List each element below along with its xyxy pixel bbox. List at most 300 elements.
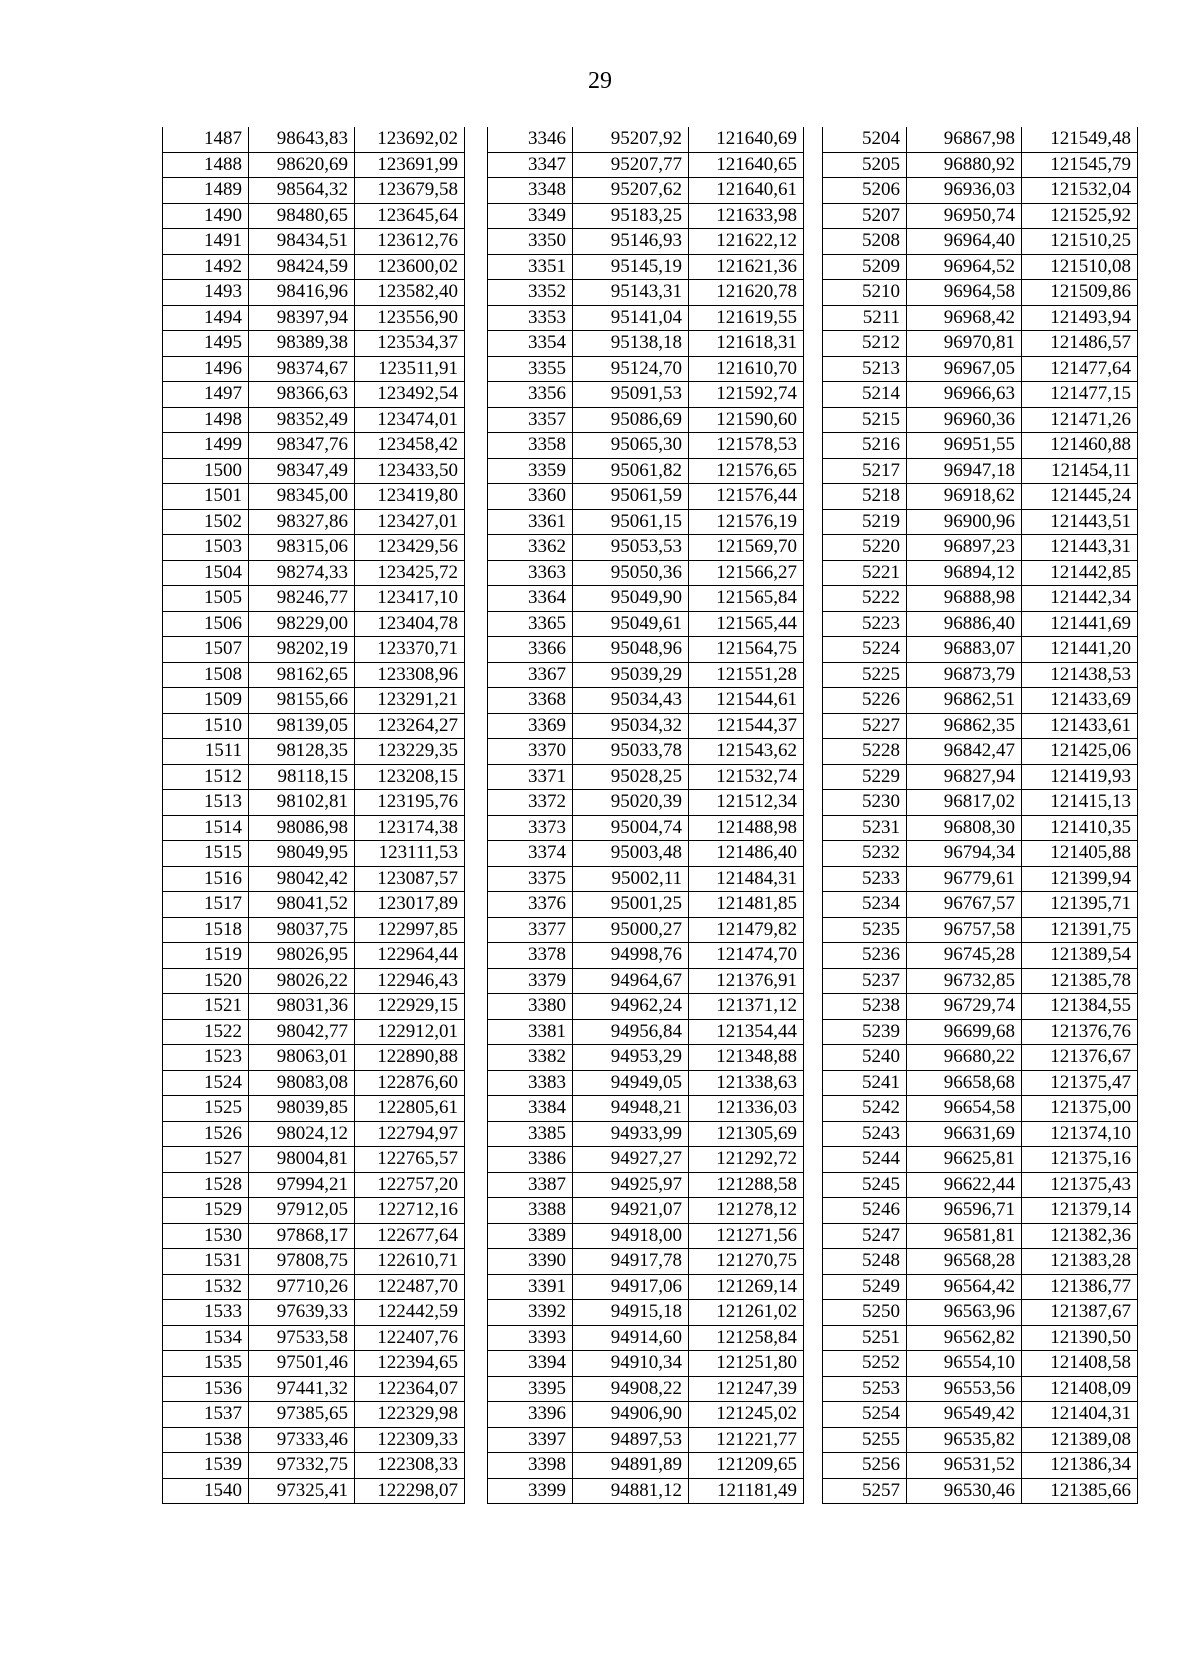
x-coordinate-cell: 95003,48 xyxy=(573,841,689,867)
y-coordinate-cell: 123474,01 xyxy=(355,407,465,433)
table-row xyxy=(488,1325,804,1351)
table-row xyxy=(163,1223,465,1249)
x-coordinate-cell: 94910,34 xyxy=(573,1351,689,1377)
y-coordinate-cell: 121261,02 xyxy=(689,1300,804,1326)
point-number-cell: 5248 xyxy=(823,1249,907,1275)
y-coordinate-cell: 121375,00 xyxy=(1022,1096,1138,1122)
table-row xyxy=(488,586,804,612)
point-number-cell: 3362 xyxy=(488,535,573,561)
x-coordinate-cell: 98274,33 xyxy=(249,560,355,586)
table-row xyxy=(823,509,1138,535)
x-coordinate-cell: 98042,42 xyxy=(249,866,355,892)
point-number-cell: 3360 xyxy=(488,484,573,510)
point-number-cell: 3384 xyxy=(488,1096,573,1122)
table-row xyxy=(488,1045,804,1071)
x-coordinate-cell: 96950,74 xyxy=(907,203,1022,229)
x-coordinate-cell: 95039,29 xyxy=(573,662,689,688)
x-coordinate-cell: 94917,06 xyxy=(573,1274,689,1300)
x-coordinate-cell: 95002,11 xyxy=(573,866,689,892)
y-coordinate-cell: 121419,93 xyxy=(1022,764,1138,790)
table-row xyxy=(163,611,465,637)
y-coordinate-cell: 122890,88 xyxy=(355,1045,465,1071)
point-number-cell: 1526 xyxy=(163,1121,249,1147)
table-row xyxy=(488,917,804,943)
x-coordinate-cell: 98041,52 xyxy=(249,892,355,918)
point-number-cell: 5238 xyxy=(823,994,907,1020)
table-row xyxy=(488,254,804,280)
y-coordinate-cell: 123582,40 xyxy=(355,280,465,306)
point-number-cell: 3365 xyxy=(488,611,573,637)
table-row xyxy=(823,280,1138,306)
x-coordinate-cell: 96564,42 xyxy=(907,1274,1022,1300)
table-row xyxy=(823,1300,1138,1326)
y-coordinate-cell: 121348,88 xyxy=(689,1045,804,1071)
table-row xyxy=(488,1096,804,1122)
point-number-cell: 3367 xyxy=(488,662,573,688)
table-row xyxy=(163,841,465,867)
y-coordinate-cell: 122946,43 xyxy=(355,968,465,994)
y-coordinate-cell: 121486,57 xyxy=(1022,331,1138,357)
point-number-cell: 3387 xyxy=(488,1172,573,1198)
x-coordinate-cell: 96964,58 xyxy=(907,280,1022,306)
point-number-cell: 5241 xyxy=(823,1070,907,1096)
point-number-cell: 3372 xyxy=(488,790,573,816)
x-coordinate-cell: 95050,36 xyxy=(573,560,689,586)
table-row xyxy=(823,305,1138,331)
y-coordinate-cell: 123229,35 xyxy=(355,739,465,765)
table-row xyxy=(488,892,804,918)
table-row xyxy=(163,943,465,969)
table-row xyxy=(488,433,804,459)
y-coordinate-cell: 123679,58 xyxy=(355,178,465,204)
point-number-cell: 1533 xyxy=(163,1300,249,1326)
x-coordinate-cell: 98352,49 xyxy=(249,407,355,433)
x-coordinate-cell: 98564,32 xyxy=(249,178,355,204)
table-row xyxy=(163,994,465,1020)
point-number-cell: 5234 xyxy=(823,892,907,918)
x-coordinate-cell: 98389,38 xyxy=(249,331,355,357)
table-row xyxy=(163,892,465,918)
coordinate-table-1 xyxy=(162,127,465,1504)
table-row xyxy=(488,382,804,408)
x-coordinate-cell: 96732,85 xyxy=(907,968,1022,994)
table-row xyxy=(163,815,465,841)
table-row xyxy=(823,1376,1138,1402)
y-coordinate-cell: 123458,42 xyxy=(355,433,465,459)
x-coordinate-cell: 96729,74 xyxy=(907,994,1022,1020)
table-row xyxy=(163,254,465,280)
y-coordinate-cell: 121410,35 xyxy=(1022,815,1138,841)
x-coordinate-cell: 95143,31 xyxy=(573,280,689,306)
point-number-cell: 5214 xyxy=(823,382,907,408)
x-coordinate-cell: 95049,61 xyxy=(573,611,689,637)
x-coordinate-cell: 96562,82 xyxy=(907,1325,1022,1351)
point-number-cell: 5246 xyxy=(823,1198,907,1224)
x-coordinate-cell: 95020,39 xyxy=(573,790,689,816)
point-number-cell: 3357 xyxy=(488,407,573,433)
table-row xyxy=(823,331,1138,357)
y-coordinate-cell: 121484,31 xyxy=(689,866,804,892)
x-coordinate-cell: 96936,03 xyxy=(907,178,1022,204)
y-coordinate-cell: 121387,67 xyxy=(1022,1300,1138,1326)
y-coordinate-cell: 123691,99 xyxy=(355,152,465,178)
point-number-cell: 1488 xyxy=(163,152,249,178)
table-row xyxy=(823,611,1138,637)
table-row xyxy=(163,1172,465,1198)
x-coordinate-cell: 96654,58 xyxy=(907,1096,1022,1122)
y-coordinate-cell: 121375,47 xyxy=(1022,1070,1138,1096)
point-number-cell: 5240 xyxy=(823,1045,907,1071)
table-row xyxy=(163,203,465,229)
point-number-cell: 1518 xyxy=(163,917,249,943)
table-row xyxy=(163,1249,465,1275)
y-coordinate-cell: 122610,71 xyxy=(355,1249,465,1275)
point-number-cell: 5227 xyxy=(823,713,907,739)
y-coordinate-cell: 121488,98 xyxy=(689,815,804,841)
table-row xyxy=(488,509,804,535)
y-coordinate-cell: 121292,72 xyxy=(689,1147,804,1173)
point-number-cell: 1505 xyxy=(163,586,249,612)
y-coordinate-cell: 121382,36 xyxy=(1022,1223,1138,1249)
point-number-cell: 3353 xyxy=(488,305,573,331)
table-row xyxy=(488,815,804,841)
point-number-cell: 3366 xyxy=(488,637,573,663)
table-row xyxy=(488,994,804,1020)
y-coordinate-cell: 123534,37 xyxy=(355,331,465,357)
table-row xyxy=(488,305,804,331)
point-number-cell: 3349 xyxy=(488,203,573,229)
y-coordinate-cell: 121379,14 xyxy=(1022,1198,1138,1224)
table-row xyxy=(823,866,1138,892)
point-number-cell: 1508 xyxy=(163,662,249,688)
table-row xyxy=(488,1427,804,1453)
table-row xyxy=(823,764,1138,790)
point-number-cell: 3369 xyxy=(488,713,573,739)
table-row xyxy=(163,688,465,714)
x-coordinate-cell: 98246,77 xyxy=(249,586,355,612)
x-coordinate-cell: 96658,68 xyxy=(907,1070,1022,1096)
table-row xyxy=(488,1019,804,1045)
point-number-cell: 5244 xyxy=(823,1147,907,1173)
y-coordinate-cell: 123404,78 xyxy=(355,611,465,637)
y-coordinate-cell: 123419,80 xyxy=(355,484,465,510)
x-coordinate-cell: 97710,26 xyxy=(249,1274,355,1300)
point-number-cell: 3364 xyxy=(488,586,573,612)
point-number-cell: 1527 xyxy=(163,1147,249,1173)
x-coordinate-cell: 94914,60 xyxy=(573,1325,689,1351)
y-coordinate-cell: 122364,07 xyxy=(355,1376,465,1402)
point-number-cell: 5232 xyxy=(823,841,907,867)
point-number-cell: 3375 xyxy=(488,866,573,892)
table-row xyxy=(163,152,465,178)
point-number-cell: 1522 xyxy=(163,1019,249,1045)
x-coordinate-cell: 95004,74 xyxy=(573,815,689,841)
point-number-cell: 1540 xyxy=(163,1478,249,1504)
point-number-cell: 5215 xyxy=(823,407,907,433)
y-coordinate-cell: 122442,59 xyxy=(355,1300,465,1326)
y-coordinate-cell: 121390,50 xyxy=(1022,1325,1138,1351)
y-coordinate-cell: 123425,72 xyxy=(355,560,465,586)
x-coordinate-cell: 97868,17 xyxy=(249,1223,355,1249)
x-coordinate-cell: 95053,53 xyxy=(573,535,689,561)
page-number: 29 xyxy=(588,68,612,94)
x-coordinate-cell: 98086,98 xyxy=(249,815,355,841)
y-coordinate-cell: 121443,31 xyxy=(1022,535,1138,561)
point-number-cell: 5223 xyxy=(823,611,907,637)
point-number-cell: 5218 xyxy=(823,484,907,510)
y-coordinate-cell: 121640,61 xyxy=(689,178,804,204)
point-number-cell: 5213 xyxy=(823,356,907,382)
table-row xyxy=(163,1376,465,1402)
table-row xyxy=(163,356,465,382)
point-number-cell: 5250 xyxy=(823,1300,907,1326)
table-row xyxy=(163,127,465,152)
table-row xyxy=(823,178,1138,204)
point-number-cell: 3350 xyxy=(488,229,573,255)
point-number-cell: 3378 xyxy=(488,943,573,969)
point-number-cell: 5255 xyxy=(823,1427,907,1453)
table-row xyxy=(163,229,465,255)
table-row xyxy=(163,586,465,612)
y-coordinate-cell: 121477,15 xyxy=(1022,382,1138,408)
point-number-cell: 3383 xyxy=(488,1070,573,1096)
x-coordinate-cell: 95207,62 xyxy=(573,178,689,204)
point-number-cell: 3386 xyxy=(488,1147,573,1173)
table-row xyxy=(488,968,804,994)
table-row xyxy=(488,1351,804,1377)
y-coordinate-cell: 121336,03 xyxy=(689,1096,804,1122)
table-row xyxy=(163,1478,465,1504)
table-row xyxy=(823,815,1138,841)
table-row xyxy=(823,1147,1138,1173)
x-coordinate-cell: 94917,78 xyxy=(573,1249,689,1275)
x-coordinate-cell: 96535,82 xyxy=(907,1427,1022,1453)
table-row xyxy=(823,841,1138,867)
table-row xyxy=(823,713,1138,739)
point-number-cell: 5231 xyxy=(823,815,907,841)
y-coordinate-cell: 121454,11 xyxy=(1022,458,1138,484)
x-coordinate-cell: 98004,81 xyxy=(249,1147,355,1173)
table-row xyxy=(488,1223,804,1249)
point-number-cell: 5256 xyxy=(823,1453,907,1479)
x-coordinate-cell: 96967,05 xyxy=(907,356,1022,382)
x-coordinate-cell: 96964,52 xyxy=(907,254,1022,280)
x-coordinate-cell: 98162,65 xyxy=(249,662,355,688)
point-number-cell: 3399 xyxy=(488,1478,573,1504)
y-coordinate-cell: 121621,36 xyxy=(689,254,804,280)
table-row xyxy=(823,203,1138,229)
x-coordinate-cell: 96554,10 xyxy=(907,1351,1022,1377)
point-number-cell: 1487 xyxy=(163,127,249,152)
x-coordinate-cell: 94908,22 xyxy=(573,1376,689,1402)
x-coordinate-cell: 96918,62 xyxy=(907,484,1022,510)
x-coordinate-cell: 96531,52 xyxy=(907,1453,1022,1479)
point-number-cell: 1531 xyxy=(163,1249,249,1275)
table-row xyxy=(823,1223,1138,1249)
y-coordinate-cell: 122757,20 xyxy=(355,1172,465,1198)
y-coordinate-cell: 121391,75 xyxy=(1022,917,1138,943)
table-row xyxy=(488,1147,804,1173)
y-coordinate-cell: 122309,33 xyxy=(355,1427,465,1453)
point-number-cell: 5206 xyxy=(823,178,907,204)
y-coordinate-cell: 121481,85 xyxy=(689,892,804,918)
point-number-cell: 5237 xyxy=(823,968,907,994)
point-number-cell: 3377 xyxy=(488,917,573,943)
table-row xyxy=(823,433,1138,459)
x-coordinate-cell: 97385,65 xyxy=(249,1402,355,1428)
point-number-cell: 5229 xyxy=(823,764,907,790)
table-row xyxy=(488,611,804,637)
point-number-cell: 3398 xyxy=(488,1453,573,1479)
table-row xyxy=(163,764,465,790)
point-number-cell: 3382 xyxy=(488,1045,573,1071)
y-coordinate-cell: 122997,85 xyxy=(355,917,465,943)
x-coordinate-cell: 94948,21 xyxy=(573,1096,689,1122)
point-number-cell: 1538 xyxy=(163,1427,249,1453)
x-coordinate-cell: 94964,67 xyxy=(573,968,689,994)
x-coordinate-cell: 96966,63 xyxy=(907,382,1022,408)
point-number-cell: 5225 xyxy=(823,662,907,688)
y-coordinate-cell: 121569,70 xyxy=(689,535,804,561)
point-number-cell: 3395 xyxy=(488,1376,573,1402)
y-coordinate-cell: 121532,04 xyxy=(1022,178,1138,204)
table-row xyxy=(488,331,804,357)
table-row xyxy=(488,713,804,739)
x-coordinate-cell: 96794,34 xyxy=(907,841,1022,867)
table-row xyxy=(823,1198,1138,1224)
table-row xyxy=(823,1325,1138,1351)
y-coordinate-cell: 121405,88 xyxy=(1022,841,1138,867)
y-coordinate-cell: 121619,55 xyxy=(689,305,804,331)
x-coordinate-cell: 98416,96 xyxy=(249,280,355,306)
point-number-cell: 3396 xyxy=(488,1402,573,1428)
point-number-cell: 1539 xyxy=(163,1453,249,1479)
y-coordinate-cell: 121544,37 xyxy=(689,713,804,739)
point-number-cell: 1493 xyxy=(163,280,249,306)
table-row xyxy=(823,1427,1138,1453)
point-number-cell: 1506 xyxy=(163,611,249,637)
table-row xyxy=(823,407,1138,433)
point-number-cell: 1507 xyxy=(163,637,249,663)
x-coordinate-cell: 98039,85 xyxy=(249,1096,355,1122)
y-coordinate-cell: 121389,54 xyxy=(1022,943,1138,969)
table-row xyxy=(163,866,465,892)
x-coordinate-cell: 95061,59 xyxy=(573,484,689,510)
table-row xyxy=(488,229,804,255)
table-row xyxy=(488,1121,804,1147)
y-coordinate-cell: 123291,21 xyxy=(355,688,465,714)
y-coordinate-cell: 121578,53 xyxy=(689,433,804,459)
table-row xyxy=(823,229,1138,255)
x-coordinate-cell: 96827,94 xyxy=(907,764,1022,790)
table-row xyxy=(488,356,804,382)
point-number-cell: 1517 xyxy=(163,892,249,918)
x-coordinate-cell: 98434,51 xyxy=(249,229,355,255)
x-coordinate-cell: 98347,76 xyxy=(249,433,355,459)
x-coordinate-cell: 98345,00 xyxy=(249,484,355,510)
y-coordinate-cell: 121433,69 xyxy=(1022,688,1138,714)
y-coordinate-cell: 121471,26 xyxy=(1022,407,1138,433)
y-coordinate-cell: 123433,50 xyxy=(355,458,465,484)
table-row xyxy=(163,713,465,739)
x-coordinate-cell: 98397,94 xyxy=(249,305,355,331)
x-coordinate-cell: 96757,58 xyxy=(907,917,1022,943)
point-number-cell: 1492 xyxy=(163,254,249,280)
y-coordinate-cell: 121385,66 xyxy=(1022,1478,1138,1504)
y-coordinate-cell: 123645,64 xyxy=(355,203,465,229)
point-number-cell: 1521 xyxy=(163,994,249,1020)
x-coordinate-cell: 96530,46 xyxy=(907,1478,1022,1504)
point-number-cell: 3351 xyxy=(488,254,573,280)
point-number-cell: 5219 xyxy=(823,509,907,535)
table-row xyxy=(823,127,1138,152)
y-coordinate-cell: 121486,40 xyxy=(689,841,804,867)
y-coordinate-cell: 121620,78 xyxy=(689,280,804,306)
point-number-cell: 1495 xyxy=(163,331,249,357)
table-row xyxy=(488,127,804,152)
point-number-cell: 3347 xyxy=(488,152,573,178)
table-row xyxy=(488,1249,804,1275)
y-coordinate-cell: 121544,61 xyxy=(689,688,804,714)
y-coordinate-cell: 121408,58 xyxy=(1022,1351,1138,1377)
y-coordinate-cell: 121460,88 xyxy=(1022,433,1138,459)
point-number-cell: 5226 xyxy=(823,688,907,714)
y-coordinate-cell: 121525,92 xyxy=(1022,203,1138,229)
x-coordinate-cell: 98202,19 xyxy=(249,637,355,663)
x-coordinate-cell: 94918,00 xyxy=(573,1223,689,1249)
x-coordinate-cell: 96894,12 xyxy=(907,560,1022,586)
y-coordinate-cell: 121610,70 xyxy=(689,356,804,382)
y-coordinate-cell: 121509,86 xyxy=(1022,280,1138,306)
x-coordinate-cell: 94953,29 xyxy=(573,1045,689,1071)
table-row xyxy=(488,152,804,178)
table-row xyxy=(488,866,804,892)
x-coordinate-cell: 96888,98 xyxy=(907,586,1022,612)
y-coordinate-cell: 121375,16 xyxy=(1022,1147,1138,1173)
y-coordinate-cell: 121389,08 xyxy=(1022,1427,1138,1453)
y-coordinate-cell: 123492,54 xyxy=(355,382,465,408)
x-coordinate-cell: 96596,71 xyxy=(907,1198,1022,1224)
y-coordinate-cell: 121251,80 xyxy=(689,1351,804,1377)
x-coordinate-cell: 96873,79 xyxy=(907,662,1022,688)
x-coordinate-cell: 98347,49 xyxy=(249,458,355,484)
x-coordinate-cell: 94925,97 xyxy=(573,1172,689,1198)
table-row xyxy=(823,1121,1138,1147)
x-coordinate-cell: 97994,21 xyxy=(249,1172,355,1198)
x-coordinate-cell: 96900,96 xyxy=(907,509,1022,535)
y-coordinate-cell: 121565,84 xyxy=(689,586,804,612)
table-row xyxy=(488,790,804,816)
table-row xyxy=(163,484,465,510)
x-coordinate-cell: 95061,15 xyxy=(573,509,689,535)
x-coordinate-cell: 95207,92 xyxy=(573,127,689,152)
y-coordinate-cell: 121441,69 xyxy=(1022,611,1138,637)
x-coordinate-cell: 96680,22 xyxy=(907,1045,1022,1071)
x-coordinate-cell: 98366,63 xyxy=(249,382,355,408)
x-coordinate-cell: 95065,30 xyxy=(573,433,689,459)
table-row xyxy=(823,484,1138,510)
x-coordinate-cell: 95028,25 xyxy=(573,764,689,790)
y-coordinate-cell: 121305,69 xyxy=(689,1121,804,1147)
point-number-cell: 1491 xyxy=(163,229,249,255)
point-number-cell: 3391 xyxy=(488,1274,573,1300)
x-coordinate-cell: 95049,90 xyxy=(573,586,689,612)
x-coordinate-cell: 94933,99 xyxy=(573,1121,689,1147)
point-number-cell: 3381 xyxy=(488,1019,573,1045)
point-number-cell: 5253 xyxy=(823,1376,907,1402)
table-row xyxy=(488,1172,804,1198)
y-coordinate-cell: 121384,55 xyxy=(1022,994,1138,1020)
